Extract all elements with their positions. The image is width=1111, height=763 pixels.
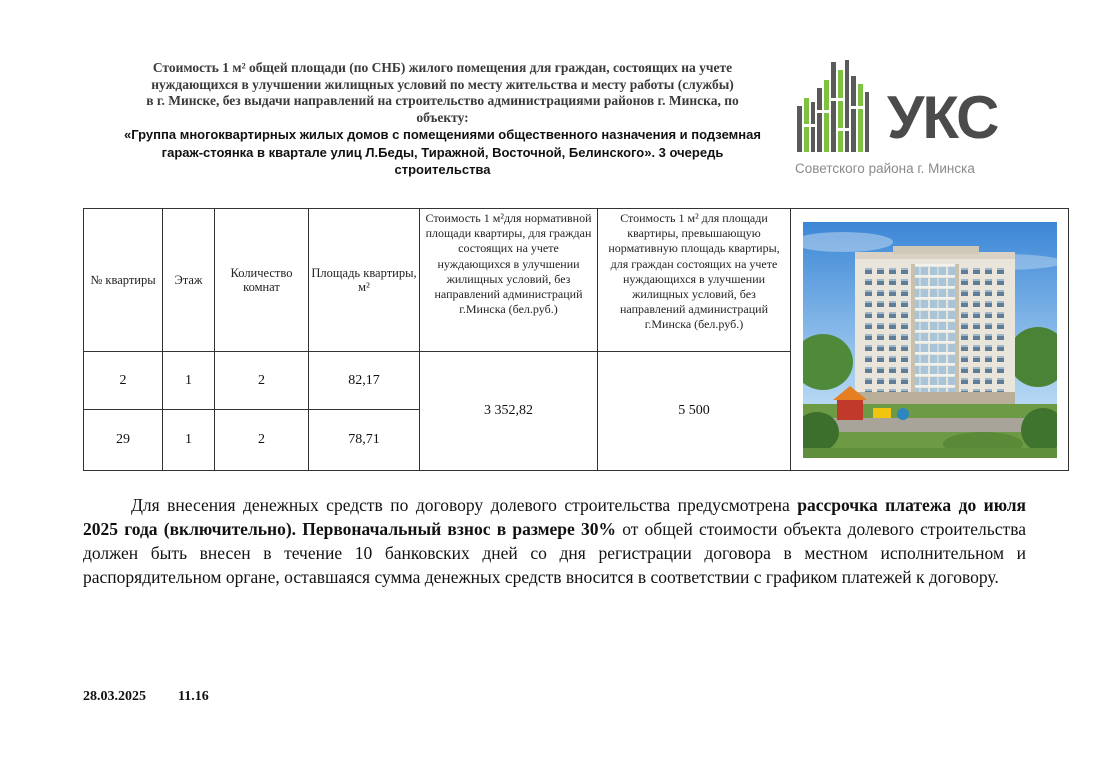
subtitle-line-2: гараж-стоянка в квартале улиц Л.Беды, Тиражной, Восточной, Белинского». 3 очередь (161, 144, 724, 160)
header-price-excess: Стоимость 1 м² для площади квартиры, превышающую нормативную площадь квартиры, для граждан состоящих на учете нуждающихся в улучшении жилищных условий, без направлений администраций г.Минска (бел.руб.) (598, 209, 791, 352)
cell-floor: 1 (163, 410, 215, 471)
header-apartment-no: № квартиры (84, 209, 163, 352)
uks-logo (795, 58, 1025, 183)
header-area: Площадь квартиры, м² (309, 209, 420, 352)
cell-area: 82,17 (309, 352, 420, 410)
cell-price-normative: 3 352,82 (420, 352, 598, 471)
cell-floor: 1 (163, 352, 215, 410)
building-bars-icon (795, 58, 885, 158)
title-line-1: Стоимость 1 м² общей площади (по СНБ) жилого помещения для граждан, состоящих на учете (152, 60, 733, 75)
logo-text: УКС (887, 84, 998, 151)
header-floor: Этаж (163, 209, 215, 352)
building-image (803, 222, 1057, 458)
title-line-3: в г. Минске, без выдачи направлений на строительство администрациями районов г. Минска, по (146, 93, 739, 108)
title-line-4: объекту: (416, 109, 469, 125)
apartments-table (83, 208, 1069, 471)
footer-datetime (83, 689, 209, 705)
paragraph-text-1: Для внесения денежных средств по договору долевого строительства предусмотрена (131, 495, 798, 515)
table-header-row (84, 209, 1069, 352)
header-price-normative: Стоимость 1 м²для нормативной площади квартиры, для граждан состоящих на учете нуждающихся в улучшении жилищных условий, без направлений администраций г.Минска (бел.руб.) (420, 209, 598, 352)
cell-rooms: 2 (215, 410, 309, 471)
footer-date: 28.03.2025 (83, 689, 146, 704)
cell-apartment-no: 29 (84, 410, 163, 471)
subtitle-line-1: «Группа многоквартирных жилых домов с помещениями общественного назначения и подземная (124, 127, 761, 142)
cell-rooms: 2 (215, 352, 309, 410)
cell-price-excess: 5 500 (598, 352, 791, 471)
footer-time: 11.16 (178, 689, 209, 704)
paragraph-bold-text: рассрочка платежа до июля 2025 года (включительно). Первоначальный взнос в размере 30% (83, 495, 1026, 539)
building-image-cell (791, 209, 1069, 471)
title-line-2: нуждающихся в улучшении жилищных условий по месту жительства и месту работы (службы) (151, 76, 734, 92)
header-rooms: Количество комнат (215, 209, 309, 352)
subtitle-line-3: строительства (394, 162, 491, 177)
document-title (95, 60, 790, 179)
logo-subtitle: Советского района г. Минска (795, 161, 975, 176)
cell-area: 78,71 (309, 410, 420, 471)
payment-terms-paragraph (83, 493, 1026, 589)
cell-apartment-no: 2 (84, 352, 163, 410)
paragraph-text-2: от общей стоимости объекта долевого строительства должен быть внесен в течение 10 банковских дней со дня регистрации договора в местном исполнительном и распорядительном органе, оставшаяся сумма денежных средств вносится в соответствии с графиком платежей к договору. (83, 519, 1026, 587)
